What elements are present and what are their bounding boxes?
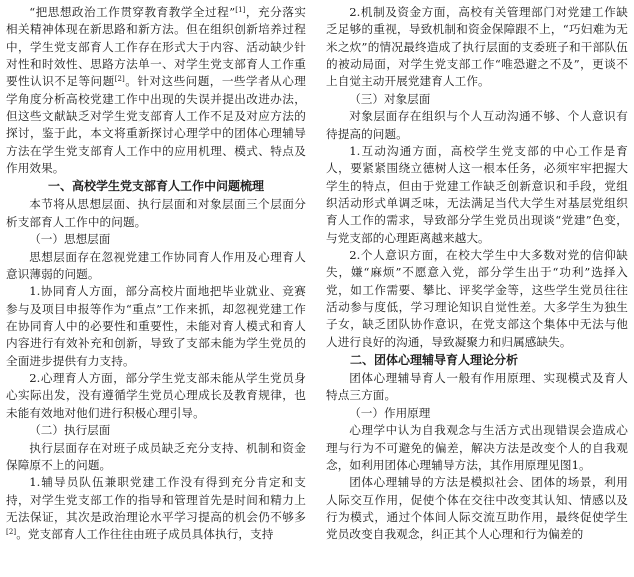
citation-marker: [2] — [114, 75, 125, 84]
subheading-object-level: （三）对象层面 — [349, 91, 431, 106]
section-heading-2: 二、团体心理辅导育人理论分析 — [350, 353, 519, 368]
intro-text: 。针对这些问题，一些学者从心理学角度分析高校党建工作中出现的失误并提出改进办法，但这些文献缺乏对学生党支部育人工作不足及对应方法的探讨，鉴于此，本文将重新探讨心理学中的团体心理辅导方法在学生党支部育人工作中的应用机理、模式、特点及作用效果。 — [6, 74, 306, 176]
thought-level-item-1: 1.协同育人方面，部分高校片面地把毕业就业、竞赛参与及项目申报等作为“重点”工作来抓，却忽视党建工作在协同育人中的必要性和重要性，未能对育人模式和育人内容进行有效补充和创新，导致了支部未能为学生党员的全面进步提供有力支持。 — [6, 284, 306, 368]
execution-level-paragraph: 执行层面存在对班子成员缺乏充分支持、机制和资金保障原不上的问题。 — [6, 440, 306, 473]
object-level-item-1: 1.互动沟通方面，高校学生党支部的中心工作是育人，要紧紧围绕立德树人这一根本任务，必须牢牢把握大学生的特点，但由于党建工作缺乏创新意识和手段，党组织活动形式单调乏味，无法满足当代大学生对基层党组织育人工作的需求，导致部分学生党员出现谈“党建”色变，与党支部的心理距离越来越大。 — [326, 144, 628, 245]
citation-marker: [1] — [235, 6, 246, 14]
left-column — [6, 4, 306, 544]
execution-level-item-2: 2.机制及资金方面，高校有关管理部门对党建工作缺乏足够的重视，导致机制和资金保障跟不上，“巧妇难为无米之炊”的情况最终造成了执行层面的支委班子和干部队伍的被动局面，对学生党支部工作“唯恐避之不及”，更谈不上自觉主动开展党建育人工作。 — [326, 5, 628, 89]
execution-level-item-1 — [6, 474, 306, 543]
intro-text: ，充分落实相关精神体现在新思路和新方法。但在组织创新培养过程中，学生党支部育人工作存在形式大于内容、活动缺少针对性和时效性、思路方法单一、对学生党支部育人工作重要性认识不足等问题 — [6, 5, 306, 89]
thought-level-item-2: 2.心理育人方面，部分学生党支部未能从学生党员身心实际出发，没有遵循学生党员心理成长及教育规律，也未能有效地对他们进行积极心理引导。 — [6, 371, 306, 420]
right-column — [326, 4, 628, 544]
subheading-thought-level: （一）思想层面 — [29, 232, 111, 247]
subheading-principle: （一）作用原理 — [349, 405, 431, 420]
section-2-paragraph: 团体心理辅导育人一般有作用原理、实现模式及育人特点三方面。 — [326, 371, 628, 403]
thought-level-paragraph: 思想层面存在忽视党建工作协同育人作用及心理育人意识薄弱的问题。 — [6, 249, 306, 282]
principle-paragraph: 心理学中认为自我观念与生活方式出现错误会造成心理与行为不可避免的偏差，解决方法是改变个人的自我观念，如利用团体心理辅导方法，其作用原理见图1。 — [326, 423, 628, 473]
object-level-paragraph: 对象层面存在组织与个人互动沟通不够、个人意识有待提高的问题。 — [326, 109, 628, 141]
item-text: 1.辅导员队伍兼职党建工作没有得到充分肯定和支持，对学生党支部工作的指导和管理首先是时间和精力上无法保证，其次是政治理论水平学习提高的机会仍不够多 — [6, 475, 306, 525]
intro-paragraph — [6, 4, 306, 177]
section-heading-1: 一、高校学生党支部育人工作中问题梳理 — [47, 179, 264, 194]
object-level-item-2: 2.个人意识方面，在校大学生中大多数对党的信仰缺失，嫌“麻烦”不愿意入党，部分学生出于“功利”选择入党，如工作需要、攀比、评奖学金等，这些学生党员往往活动参与度低，学习理论知识自觉性差。大多学生为独生子女，缺乏团队协作意识，在党支部这个集体中无法与他人进行良好的沟通，导致凝聚力和归属感缺失。 — [326, 248, 628, 349]
intro-text: “把思想政治工作贯穿教育教学全过程” — [29, 5, 236, 19]
item-text: 。党支部育人工作往往由班子成员具体执行，支持 — [16, 527, 274, 542]
section-1-paragraph: 本节将从思想层面、执行层面和对象层面三个层面分析支部育人工作中的问题。 — [6, 197, 306, 229]
citation-marker: [2] — [6, 528, 17, 537]
principle-paragraph-2: 团体心理辅导的方法是模拟社会、团体的场景，利用人际交互作用，促使个体在交往中改变其认知、情感以及行为模式，通过个体间人际交流互助作用，最终促使学生党员改变自我观念，纠正其个人心理和行为偏差的 — [326, 475, 628, 542]
subheading-execution-level: （二）执行层面 — [29, 423, 111, 438]
